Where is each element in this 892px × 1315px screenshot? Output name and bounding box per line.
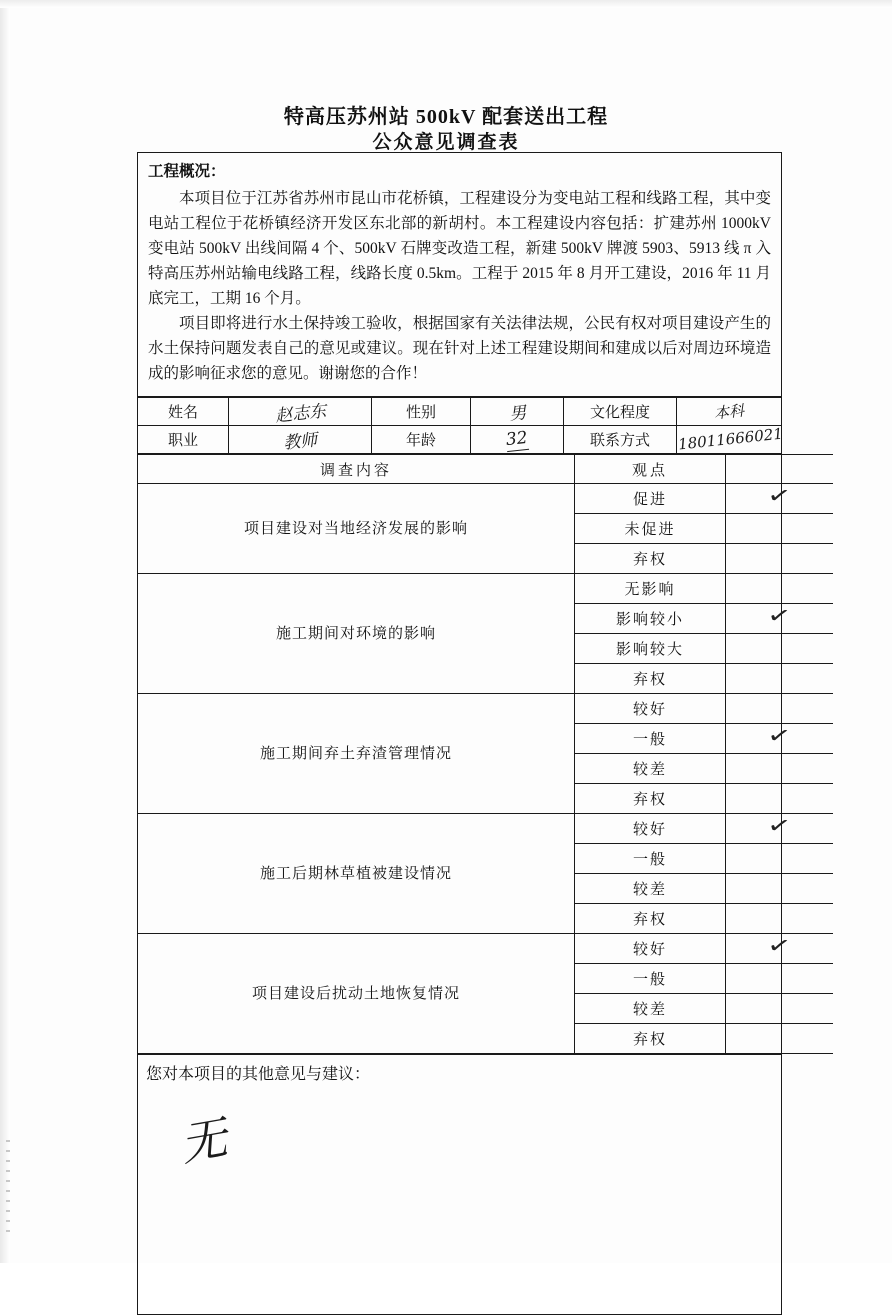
project-overview <box>138 153 781 397</box>
name-value[interactable] <box>229 398 372 426</box>
survey-content-header: 调查内容 <box>138 455 575 484</box>
name-handwriting: 赵志东 <box>273 401 327 427</box>
respondent-row-1 <box>138 398 781 426</box>
education-label: 文化程度 <box>564 398 677 426</box>
option-2-2[interactable]: 影响较小 <box>575 604 726 634</box>
title-line-2: 公众意见调查表 <box>372 132 520 153</box>
checkmark-4-2[interactable] <box>726 844 834 874</box>
occupation-label: 职业 <box>138 426 229 454</box>
scan-artifact-left <box>0 0 10 1263</box>
table-row <box>138 694 833 724</box>
education-handwriting: 本科 <box>713 401 745 423</box>
comment-handwriting: 无 <box>176 1110 231 1172</box>
option-4-4[interactable]: 弃权 <box>575 904 726 934</box>
survey-table <box>138 454 833 1054</box>
checkmark-1-3[interactable] <box>726 544 834 574</box>
option-4-2[interactable]: 一般 <box>575 844 726 874</box>
contact-value[interactable] <box>677 426 782 454</box>
option-3-2[interactable]: 一般 <box>575 724 726 754</box>
checkmark-1-2[interactable] <box>726 514 834 544</box>
option-3-1[interactable]: 较好 <box>575 694 726 724</box>
check-icon: ✓ <box>765 930 794 960</box>
check-icon: ✓ <box>765 810 794 840</box>
checkmark-3-3[interactable] <box>726 754 834 784</box>
question-text-3: 施工期间弃土弃渣管理情况 <box>138 694 575 814</box>
checkmark-3-4[interactable] <box>726 784 834 814</box>
option-2-4[interactable]: 弃权 <box>575 664 726 694</box>
survey-check-header <box>726 455 834 484</box>
comment-section[interactable] <box>138 1054 781 1314</box>
scan-artifact-top <box>0 0 892 8</box>
question-text-2: 施工期间对环境的影响 <box>138 574 575 694</box>
option-5-3[interactable]: 较差 <box>575 994 726 1024</box>
comment-label: 您对本项目的其他意见与建议： <box>146 1066 371 1083</box>
education-value[interactable] <box>677 398 782 426</box>
check-icon: ✓ <box>765 600 794 630</box>
table-row <box>138 814 833 844</box>
age-handwriting: 32 <box>505 427 529 450</box>
overview-paragraph-1: 本项目位于江苏省苏州市昆山市花桥镇，工程建设分为变电站工程和线路工程，其中变电站工程位于花桥镇经济开发区东北部的新胡村。本工程建设内容包括：扩建苏州 1000kV 变电站 500kV 出线间隔 4 个、500kV 石牌变改造工程，新建 500kV 牌渡 5903、5913 线 π 入特高压苏州站输电线路工程，线路长度 0.5km。工程于 2015 年 8 月开工建设，2016 年 11 月底完工，工期 16 个月。 <box>148 190 771 307</box>
checkmark-4-3[interactable] <box>726 874 834 904</box>
title-line-1: 特高压苏州站 500kV 配套送出工程 <box>283 106 609 128</box>
overview-paragraph-2: 项目即将进行水土保持竣工验收，根据国家有关法律法规，公民有权对项目建设产生的水土保持问题发表自己的意见或建议。现在针对上述工程建设期间和建成以后对周边环境造成的影响征求您的意见。谢谢您的合作！ <box>148 315 771 382</box>
table-row <box>138 574 833 604</box>
document-title <box>0 104 892 156</box>
checkmark-3-2[interactable] <box>726 720 834 754</box>
table-row <box>138 484 833 514</box>
checkmark-2-3[interactable] <box>726 634 834 664</box>
option-3-3[interactable]: 较差 <box>575 754 726 784</box>
occupation-handwriting: 教师 <box>282 430 319 454</box>
option-1-1[interactable]: 促进 <box>575 484 726 514</box>
survey-header-row <box>138 455 833 484</box>
gender-handwriting: 男 <box>507 403 527 425</box>
contact-handwriting: 18011666021 <box>677 424 784 454</box>
occupation-value[interactable] <box>229 426 372 454</box>
option-2-1[interactable]: 无影响 <box>575 574 726 604</box>
scan-artifact-dots <box>6 1140 10 1240</box>
contact-label: 联系方式 <box>564 426 677 454</box>
checkmark-4-4[interactable] <box>726 904 834 934</box>
option-3-4[interactable]: 弃权 <box>575 784 726 814</box>
checkmark-4-1[interactable] <box>726 810 834 844</box>
age-label: 年龄 <box>372 426 471 454</box>
option-2-3[interactable]: 影响较大 <box>575 634 726 664</box>
name-label: 姓名 <box>138 398 229 426</box>
table-row <box>138 934 833 964</box>
checkmark-5-3[interactable] <box>726 994 834 1024</box>
checkmark-2-4[interactable] <box>726 664 834 694</box>
option-5-1[interactable]: 较好 <box>575 934 726 964</box>
question-text-4: 施工后期林草植被建设情况 <box>138 814 575 934</box>
option-1-3[interactable]: 弃权 <box>575 544 726 574</box>
overview-label <box>148 159 771 184</box>
checkmark-3-1[interactable] <box>726 694 834 724</box>
respondent-table <box>138 397 784 454</box>
survey-opinion-header: 观点 <box>575 455 726 484</box>
option-5-4[interactable]: 弃权 <box>575 1024 726 1054</box>
checkmark-2-2[interactable] <box>726 600 834 634</box>
gender-label: 性别 <box>372 398 471 426</box>
option-4-1[interactable]: 较好 <box>575 814 726 844</box>
option-5-2[interactable]: 一般 <box>575 964 726 994</box>
check-icon: ✓ <box>765 720 794 750</box>
check-icon: ✓ <box>765 480 794 510</box>
survey-form <box>137 152 794 1315</box>
checkmark-1-1[interactable] <box>726 480 834 514</box>
question-text-1: 项目建设对当地经济发展的影响 <box>138 484 575 574</box>
age-value[interactable] <box>471 426 564 454</box>
option-4-3[interactable]: 较差 <box>575 874 726 904</box>
checkmark-5-2[interactable] <box>726 964 834 994</box>
respondent-row-2 <box>138 426 781 454</box>
gender-value[interactable] <box>471 398 564 426</box>
checkmark-5-1[interactable] <box>726 930 834 964</box>
checkmark-2-1[interactable] <box>726 574 834 604</box>
checkmark-5-4[interactable] <box>726 1024 834 1054</box>
overview-label-text: 工程概况： <box>148 163 226 180</box>
option-1-2[interactable]: 未促进 <box>575 514 726 544</box>
question-text-5: 项目建设后扰动土地恢复情况 <box>138 934 575 1054</box>
